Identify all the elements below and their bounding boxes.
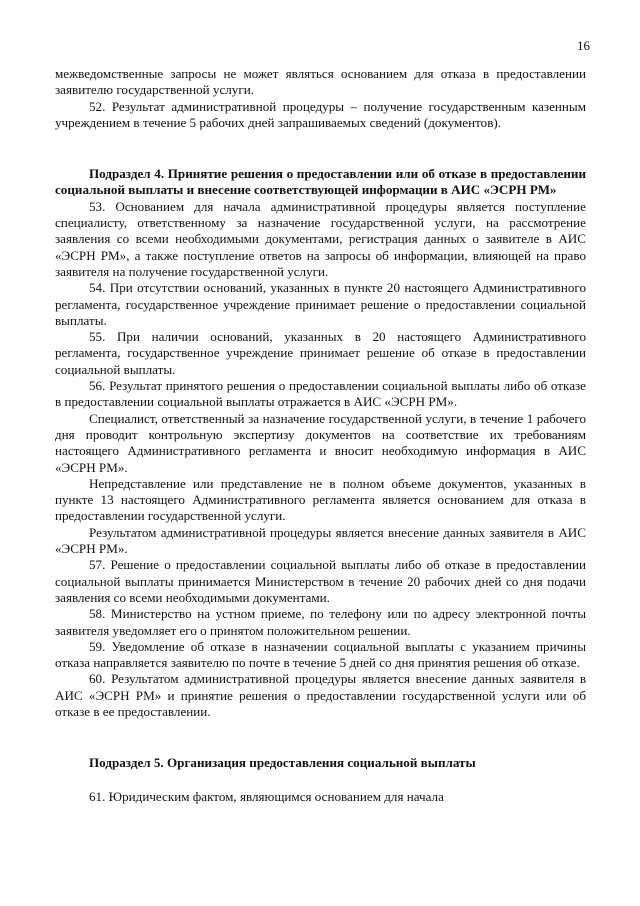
paragraph-57: 57. Решение о предоставлении социальной выплаты либо об отказе в предоставлении социальной выплаты принимается Министерством в течение 20 рабочих дней со дня подачи заявления со всеми необходимыми документами. (55, 557, 586, 605)
paragraph-55: 55. При наличии оснований, указанных в 20 настоящего Административного регламента, государственное учреждение принимает решение об отказе в предоставлении социальной выплаты. (55, 329, 586, 377)
paragraph-54: 54. При отсутствии оснований, указанных в пункте 20 настоящего Административного регламента, государственное учреждение принимает решение о предоставлении социальной выплаты. (55, 280, 586, 328)
paragraph-56-specialist: Специалист, ответственный за назначение государственной услуги, в течение 1 рабочего дня проводит контрольную экспертизу документов на соответствие их требованиям настоящего Административного регламента и вносит необходимую информация в АИС «ЭСРН РМ». (55, 410, 586, 475)
page-number: 16 (577, 38, 590, 53)
paragraph-continuation: межведомственные запросы не может являться основанием для отказа в предоставлении заявителю государственной услуги. (55, 66, 586, 98)
document-body (55, 66, 586, 805)
paragraph-56-result: Результатом административной процедуры является внесение данных заявителя в АИС «ЭСРН РМ». (55, 524, 586, 557)
subsection-5-heading: Подраздел 5. Организация предоставления социальной выплаты (89, 755, 476, 771)
paragraph-61: 61. Юридическим фактом, являющимся основанием для начала (89, 788, 444, 804)
paragraph-52: 52. Результат административной процедуры – получение государственным казенным учреждением в течение 5 рабочих дней запрашиваемых сведений (документов). (55, 98, 586, 130)
paragraph-58: 58. Министерство на устном приеме, по телефону или по адресу электронной почты заявителя уведомляет его о принятом положительном решении. (55, 606, 586, 638)
paragraph-59: 59. Уведомление об отказе в назначении социальной выплаты с указанием причины отказа направляется заявителю по почте в течение 5 дней со дня принятия решения об отказе. (55, 638, 586, 671)
paragraph-53: 53. Основанием для начала административной процедуры является поступление специалисту, ответственному за назначение государственной услуги, на рассмотрение заявления со всеми необходимыми документами, регистрация данных о заявителе в АИС «ЭСРН РМ», а также поступление ответов на запросы об информации, влияющей на право заявителя на получение государственной услуги. (55, 198, 586, 279)
paragraph-56: 56. Результат принятого решения о предоставлении социальной выплаты либо об отказе в предоставлении социальной выплаты отражается в АИС «ЭСРН РМ». (55, 378, 586, 410)
paragraph-56-nonsubmission: Непредставление или представление не в полном объеме документов, указанных в пункте 13 настоящего Административного регламента является основанием для отказа в предоставлении государственной услуги. (55, 475, 586, 524)
subsection-4-heading: Подраздел 4. Принятие решения о предоставлении или об отказе в предоставлении социальной выплаты и внесение соответствующей информации в АИС «ЭСРН РМ» (55, 166, 586, 198)
paragraph-60: 60. Результатом административной процедуры является внесение данных заявителя в АИС «ЭСРН РМ» и принятие решения о предоставлении государственной услуги или об отказе в ее предоставлении. (55, 671, 586, 719)
